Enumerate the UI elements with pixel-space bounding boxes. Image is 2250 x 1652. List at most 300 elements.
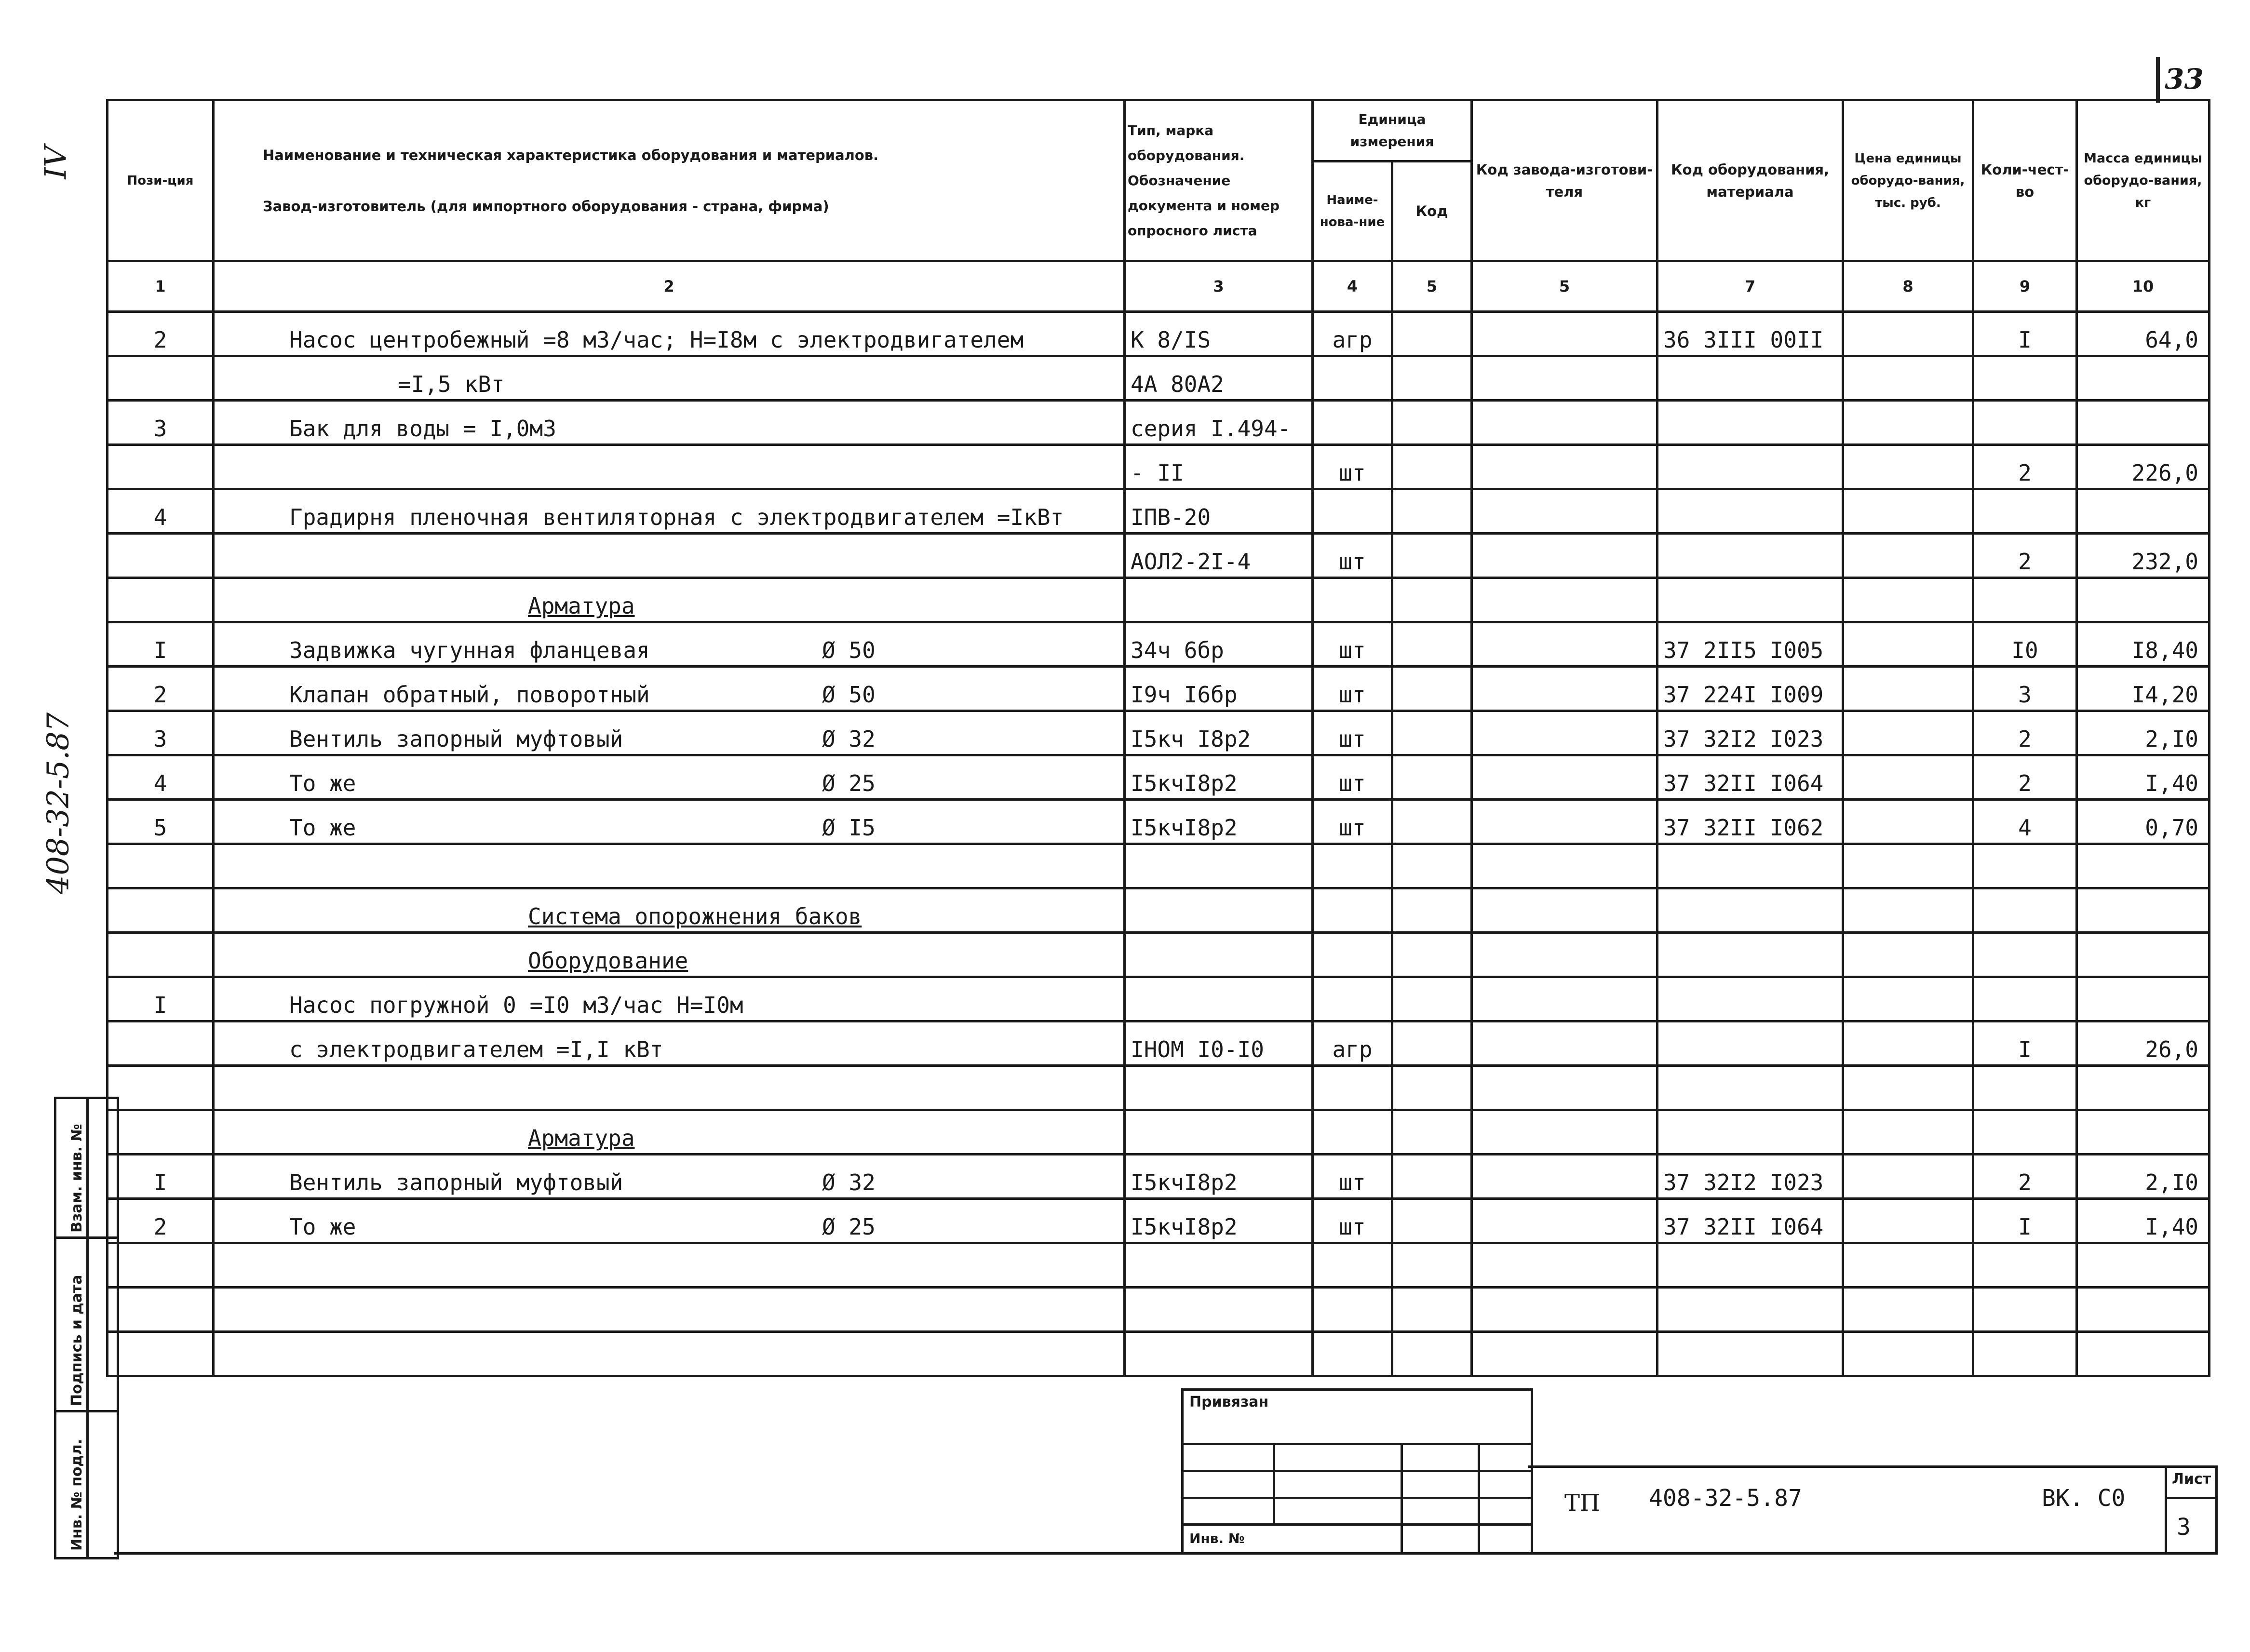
position-cell — [108, 356, 214, 401]
equipment-code-cell: 37 224I I009 — [1657, 667, 1843, 711]
quantity-cell — [1973, 401, 2077, 445]
price-cell — [1843, 401, 1973, 445]
name-cell — [214, 489, 1125, 534]
position-cell: 2 — [108, 1199, 214, 1243]
item-name: Насос центробежный =8 м3/час; H=I8м с электродвигателем — [289, 327, 1024, 353]
stamp-vzam-label: Взам. инв. № — [68, 1124, 85, 1233]
name-cell — [214, 1332, 1125, 1376]
equipment-code-cell: 37 32II I064 — [1657, 755, 1843, 800]
unit-code-cell — [1392, 977, 1472, 1021]
spec-table — [106, 99, 2210, 1377]
sheet-divider — [2167, 1497, 2215, 1499]
header-maker-code: Код завода-изготови-теля — [1472, 100, 1657, 261]
mass-cell — [2077, 1066, 2210, 1110]
position-cell — [108, 1332, 214, 1376]
mass-cell — [2077, 844, 2210, 888]
unit-code-cell — [1392, 933, 1472, 977]
mass-cell — [2077, 356, 2210, 401]
diameter-label: Ø 32 — [822, 1169, 876, 1195]
privbox-vline-1 — [1273, 1443, 1275, 1525]
mass-cell: 0,70 — [2077, 800, 2210, 844]
position-cell — [108, 1021, 214, 1066]
maker-code-cell — [1472, 312, 1657, 356]
maker-code-cell — [1472, 1110, 1657, 1155]
unit-code-cell — [1392, 711, 1472, 755]
quantity-cell: 2 — [1973, 445, 2077, 489]
price-cell — [1843, 622, 1973, 667]
name-cell — [214, 711, 1125, 755]
position-cell: 5 — [108, 800, 214, 844]
unit-cell: шт — [1313, 755, 1392, 800]
table-row — [108, 1288, 2210, 1332]
price-cell — [1843, 312, 1973, 356]
quantity-cell — [1973, 1288, 2077, 1332]
equipment-code-cell — [1657, 1110, 1843, 1155]
price-cell — [1843, 1021, 1973, 1066]
column-number: 7 — [1657, 261, 1843, 312]
position-cell — [108, 578, 214, 622]
unit-code-cell — [1392, 622, 1472, 667]
price-cell — [1843, 800, 1973, 844]
table-row — [108, 1243, 2210, 1288]
unit-code-cell — [1392, 888, 1472, 933]
margin-code-text: 408-32-5.87 — [40, 712, 76, 895]
item-name: Бак для воды = I,0м3 — [289, 416, 556, 442]
equipment-code-cell — [1657, 356, 1843, 401]
name-cell — [214, 445, 1125, 489]
maker-code-cell — [1472, 356, 1657, 401]
header-unit-code: Код — [1392, 161, 1472, 261]
price-cell — [1843, 933, 1973, 977]
table-row — [108, 755, 2210, 800]
table-row — [108, 1155, 2210, 1199]
equipment-code-cell — [1657, 578, 1843, 622]
maker-code-cell — [1472, 844, 1657, 888]
maker-code-cell — [1472, 1155, 1657, 1199]
equipment-code-cell: 37 32I2 I023 — [1657, 711, 1843, 755]
table-row — [108, 1199, 2210, 1243]
unit-cell — [1313, 888, 1392, 933]
type-cell: АОЛ2-2I-4 — [1125, 534, 1313, 578]
mass-cell: 26,0 — [2077, 1021, 2210, 1066]
table-row — [108, 622, 2210, 667]
quantity-cell: 4 — [1973, 800, 2077, 844]
table-row — [108, 977, 2210, 1021]
type-cell: 4А 80А2 — [1125, 356, 1313, 401]
table-row — [108, 489, 2210, 534]
name-cell — [214, 1155, 1125, 1199]
unit-code-cell — [1392, 844, 1472, 888]
column-number: 8 — [1843, 261, 1973, 312]
spec-table-body — [108, 261, 2210, 1376]
equipment-code-cell — [1657, 401, 1843, 445]
mass-cell — [2077, 578, 2210, 622]
name-cell — [214, 1021, 1125, 1066]
unit-code-cell — [1392, 356, 1472, 401]
header-name-line2: Завод-изготовитель (для импортного оборудования - страна, фирма) — [263, 198, 829, 215]
column-number: 3 — [1125, 261, 1313, 312]
name-cell — [214, 1066, 1125, 1110]
privbox-vline-2 — [1401, 1443, 1403, 1552]
name-cell — [214, 1243, 1125, 1288]
header-equipment-code: Код оборудования, материала — [1657, 100, 1843, 261]
table-row — [108, 534, 2210, 578]
equipment-code-cell — [1657, 1243, 1843, 1288]
equipment-code-cell — [1657, 844, 1843, 888]
unit-cell: агр — [1313, 1021, 1392, 1066]
type-cell — [1125, 1110, 1313, 1155]
maker-code-cell — [1472, 1199, 1657, 1243]
margin-code — [34, 699, 87, 911]
inv-no-label: Инв. № — [1189, 1531, 1245, 1546]
type-cell — [1125, 1243, 1313, 1288]
unit-code-cell — [1392, 1021, 1472, 1066]
table-row — [108, 356, 2210, 401]
quantity-cell — [1973, 1243, 2077, 1288]
quantity-cell — [1973, 1066, 2077, 1110]
column-number: 1 — [108, 261, 214, 312]
quantity-cell — [1973, 888, 2077, 933]
unit-cell — [1313, 1288, 1392, 1332]
name-cell — [214, 401, 1125, 445]
equipment-code-cell: 36 3III 00II — [1657, 312, 1843, 356]
equipment-code-cell — [1657, 1332, 1843, 1376]
price-cell — [1843, 356, 1973, 401]
position-cell — [108, 1110, 214, 1155]
item-name: То же — [289, 770, 356, 796]
quantity-cell: I — [1973, 1021, 2077, 1066]
type-cell: I5кчI8р2 — [1125, 1199, 1313, 1243]
header-price: Цена единицы оборудо-вания, тыс. руб. — [1843, 100, 1973, 261]
equipment-code-cell — [1657, 1066, 1843, 1110]
header-position: Пози-ция — [108, 100, 214, 261]
maker-code-cell — [1472, 755, 1657, 800]
title-block-bottom-line — [114, 1552, 2214, 1555]
position-cell — [108, 844, 214, 888]
equipment-code-cell — [1657, 489, 1843, 534]
doc-code: 408-32-5.87 — [1649, 1485, 1802, 1512]
item-name: Вентиль запорный муфтовый — [289, 1169, 623, 1195]
section-heading: Оборудование — [528, 948, 688, 974]
name-cell — [214, 356, 1125, 401]
price-cell — [1843, 1155, 1973, 1199]
column-number: 5 — [1392, 261, 1472, 312]
price-cell — [1843, 1243, 1973, 1288]
privyazan-label: Привязан — [1189, 1394, 1269, 1410]
name-cell — [214, 933, 1125, 977]
price-cell — [1843, 1110, 1973, 1155]
mass-cell: 64,0 — [2077, 312, 2210, 356]
unit-code-cell — [1392, 1110, 1472, 1155]
price-cell — [1843, 1199, 1973, 1243]
diameter-label: Ø I5 — [822, 815, 876, 841]
table-row — [108, 312, 2210, 356]
position-cell: I — [108, 622, 214, 667]
unit-cell — [1313, 1110, 1392, 1155]
name-cell — [214, 800, 1125, 844]
unit-code-cell — [1392, 1066, 1472, 1110]
price-cell — [1843, 888, 1973, 933]
price-cell — [1843, 1066, 1973, 1110]
column-number: 4 — [1313, 261, 1392, 312]
quantity-cell: 3 — [1973, 667, 2077, 711]
quantity-cell — [1973, 578, 2077, 622]
type-cell: I5кчI8р2 — [1125, 1155, 1313, 1199]
unit-code-cell — [1392, 445, 1472, 489]
position-cell — [108, 1243, 214, 1288]
maker-code-cell — [1472, 977, 1657, 1021]
position-cell: 4 — [108, 489, 214, 534]
table-row — [108, 888, 2210, 933]
position-cell: 3 — [108, 711, 214, 755]
position-cell — [108, 933, 214, 977]
maker-code-cell — [1472, 1243, 1657, 1288]
equipment-code-cell — [1657, 445, 1843, 489]
position-cell — [108, 445, 214, 489]
maker-code-cell — [1472, 711, 1657, 755]
table-row — [108, 1066, 2210, 1110]
price-cell — [1843, 534, 1973, 578]
position-cell: 4 — [108, 755, 214, 800]
position-cell: 2 — [108, 667, 214, 711]
page-number-bar — [2156, 57, 2160, 103]
mass-cell — [2077, 1110, 2210, 1155]
stamp-cell-vzam — [56, 1099, 117, 1239]
quantity-cell: 2 — [1973, 534, 2077, 578]
maker-code-cell — [1472, 933, 1657, 977]
mass-cell: 232,0 — [2077, 534, 2210, 578]
unit-cell: шт — [1313, 711, 1392, 755]
unit-code-cell — [1392, 489, 1472, 534]
mass-cell: 226,0 — [2077, 445, 2210, 489]
name-cell — [214, 1288, 1125, 1332]
header-unit: Единица измерения — [1313, 100, 1472, 161]
mass-cell — [2077, 977, 2210, 1021]
price-cell — [1843, 1288, 1973, 1332]
mass-cell: I8,40 — [2077, 622, 2210, 667]
unit-cell: шт — [1313, 534, 1392, 578]
price-cell — [1843, 489, 1973, 534]
equipment-code-cell — [1657, 1288, 1843, 1332]
quantity-cell: I0 — [1973, 622, 2077, 667]
mass-cell — [2077, 1288, 2210, 1332]
quantity-cell — [1973, 489, 2077, 534]
quantity-cell — [1973, 1332, 2077, 1376]
equipment-code-cell: 37 32II I062 — [1657, 800, 1843, 844]
unit-cell — [1313, 844, 1392, 888]
doc-mark: ВК. С0 — [2042, 1485, 2126, 1512]
mass-cell: 2,I0 — [2077, 1155, 2210, 1199]
unit-code-cell — [1392, 667, 1472, 711]
name-cell — [214, 1199, 1125, 1243]
mass-cell: 2,I0 — [2077, 711, 2210, 755]
privbox-vline-3 — [1478, 1443, 1480, 1552]
maker-code-cell — [1472, 445, 1657, 489]
unit-cell — [1313, 1332, 1392, 1376]
price-cell — [1843, 667, 1973, 711]
unit-code-cell — [1392, 800, 1472, 844]
table-row — [108, 1110, 2210, 1155]
type-cell: - II — [1125, 445, 1313, 489]
type-cell: I5кч I8р2 — [1125, 711, 1313, 755]
quantity-cell: 2 — [1973, 711, 2077, 755]
equipment-code-cell: 37 32I2 I023 — [1657, 1155, 1843, 1199]
maker-code-cell — [1472, 489, 1657, 534]
diameter-label: Ø 25 — [822, 770, 876, 796]
price-cell — [1843, 445, 1973, 489]
unit-cell: шт — [1313, 800, 1392, 844]
mass-cell — [2077, 888, 2210, 933]
position-cell — [108, 1288, 214, 1332]
mass-cell — [2077, 489, 2210, 534]
table-row — [108, 578, 2210, 622]
unit-cell: шт — [1313, 667, 1392, 711]
item-name: Задвижка чугунная фланцевая — [289, 637, 650, 663]
unit-cell — [1313, 933, 1392, 977]
mass-cell — [2077, 1332, 2210, 1376]
position-cell — [108, 1066, 214, 1110]
diameter-label: Ø 50 — [822, 682, 876, 708]
type-cell: 34ч 6бр — [1125, 622, 1313, 667]
stamp-inv-label: Инв. № подл. — [68, 1438, 85, 1551]
name-cell — [214, 534, 1125, 578]
name-cell — [214, 578, 1125, 622]
equipment-code-cell — [1657, 977, 1843, 1021]
price-cell — [1843, 755, 1973, 800]
name-cell — [214, 312, 1125, 356]
title-block-top-line — [1528, 1465, 2213, 1468]
price-cell — [1843, 977, 1973, 1021]
equipment-code-cell — [1657, 933, 1843, 977]
maker-code-cell — [1472, 1021, 1657, 1066]
unit-code-cell — [1392, 401, 1472, 445]
column-number: 2 — [214, 261, 1125, 312]
price-cell — [1843, 578, 1973, 622]
unit-cell: агр — [1313, 312, 1392, 356]
type-cell: К 8/IS — [1125, 312, 1313, 356]
table-row — [108, 800, 2210, 844]
column-number: 10 — [2077, 261, 2210, 312]
unit-cell — [1313, 489, 1392, 534]
item-name: Градирня пленочная вентиляторная с электродвигателем =IкВт — [289, 504, 1064, 530]
price-cell — [1843, 844, 1973, 888]
approval-stamp — [54, 1097, 119, 1559]
type-cell: серия I.494- — [1125, 401, 1313, 445]
unit-cell — [1313, 1243, 1392, 1288]
table-row — [108, 711, 2210, 755]
unit-cell: шт — [1313, 1155, 1392, 1199]
margin-mark-top — [29, 135, 82, 188]
position-cell: I — [108, 1155, 214, 1199]
quantity-cell — [1973, 844, 2077, 888]
item-name: =I,5 кВт — [398, 371, 505, 397]
name-cell — [214, 667, 1125, 711]
position-cell — [108, 888, 214, 933]
item-name: Клапан обратный, поворотный — [289, 682, 650, 708]
unit-cell: шт — [1313, 1199, 1392, 1243]
name-cell — [214, 622, 1125, 667]
item-name: Насос погружной 0 =I0 м3/час H=I0м — [289, 992, 743, 1018]
maker-code-cell — [1472, 1332, 1657, 1376]
maker-code-cell — [1472, 401, 1657, 445]
maker-code-cell — [1472, 1288, 1657, 1332]
quantity-cell — [1973, 356, 2077, 401]
mass-cell: I,40 — [2077, 755, 2210, 800]
header-unit-name: Наиме-нова-ние — [1313, 161, 1392, 261]
maker-code-cell — [1472, 1066, 1657, 1110]
column-number: 5 — [1472, 261, 1657, 312]
unit-cell — [1313, 356, 1392, 401]
type-cell: IПВ-20 — [1125, 489, 1313, 534]
item-name: Вентиль запорный муфтовый — [289, 726, 623, 752]
name-cell — [214, 977, 1125, 1021]
table-row — [108, 933, 2210, 977]
equipment-code-cell — [1657, 888, 1843, 933]
unit-code-cell — [1392, 1332, 1472, 1376]
tp-label: ТП — [1564, 1490, 1600, 1517]
header-quantity: Коли-чест-во — [1973, 100, 2077, 261]
quantity-cell: 2 — [1973, 1155, 2077, 1199]
header-name-line1: Наименование и техническая характеристика оборудования и материалов. — [263, 147, 879, 163]
type-cell — [1125, 1288, 1313, 1332]
table-row — [108, 844, 2210, 888]
mass-cell: I,40 — [2077, 1199, 2210, 1243]
section-heading: Арматура — [528, 593, 635, 619]
quantity-cell: I — [1973, 1199, 2077, 1243]
position-cell: I — [108, 977, 214, 1021]
type-cell — [1125, 888, 1313, 933]
item-name: То же — [289, 1214, 356, 1240]
unit-cell — [1313, 578, 1392, 622]
unit-code-cell — [1392, 578, 1472, 622]
equipment-code-cell: 37 2II5 I005 — [1657, 622, 1843, 667]
price-cell — [1843, 711, 1973, 755]
sheet-box — [2165, 1465, 2218, 1555]
quantity-cell: 2 — [1973, 755, 2077, 800]
item-name: То же — [289, 815, 356, 841]
item-name: с электродвигателем =I,I кВт — [289, 1036, 663, 1062]
header-name — [214, 100, 1125, 261]
unit-code-cell — [1392, 312, 1472, 356]
maker-code-cell — [1472, 667, 1657, 711]
unit-code-cell — [1392, 1243, 1472, 1288]
header-type: Тип, марка оборудования. Обозначение документа и номер опросного листа — [1125, 100, 1313, 261]
section-heading: Арматура — [528, 1125, 635, 1151]
quantity-cell — [1973, 1110, 2077, 1155]
equipment-code-cell: 37 32II I064 — [1657, 1199, 1843, 1243]
maker-code-cell — [1472, 800, 1657, 844]
stamp-cell-podpis — [56, 1239, 117, 1412]
unit-cell: шт — [1313, 622, 1392, 667]
unit-cell — [1313, 401, 1392, 445]
sheet-label: Лист — [2172, 1471, 2211, 1488]
column-number: 9 — [1973, 261, 2077, 312]
type-cell — [1125, 1332, 1313, 1376]
unit-code-cell — [1392, 1155, 1472, 1199]
unit-code-cell — [1392, 534, 1472, 578]
table-row — [108, 445, 2210, 489]
position-cell: 2 — [108, 312, 214, 356]
name-cell — [214, 1110, 1125, 1155]
unit-cell — [1313, 977, 1392, 1021]
stamp-podpis-label: Подпись и дата — [68, 1275, 85, 1406]
page-number: 33 — [2165, 63, 2204, 95]
unit-code-cell — [1392, 1288, 1472, 1332]
header-mass: Масса единицы оборудо-вания, кг — [2077, 100, 2210, 261]
mass-cell — [2077, 401, 2210, 445]
unit-cell — [1313, 1066, 1392, 1110]
maker-code-cell — [1472, 888, 1657, 933]
